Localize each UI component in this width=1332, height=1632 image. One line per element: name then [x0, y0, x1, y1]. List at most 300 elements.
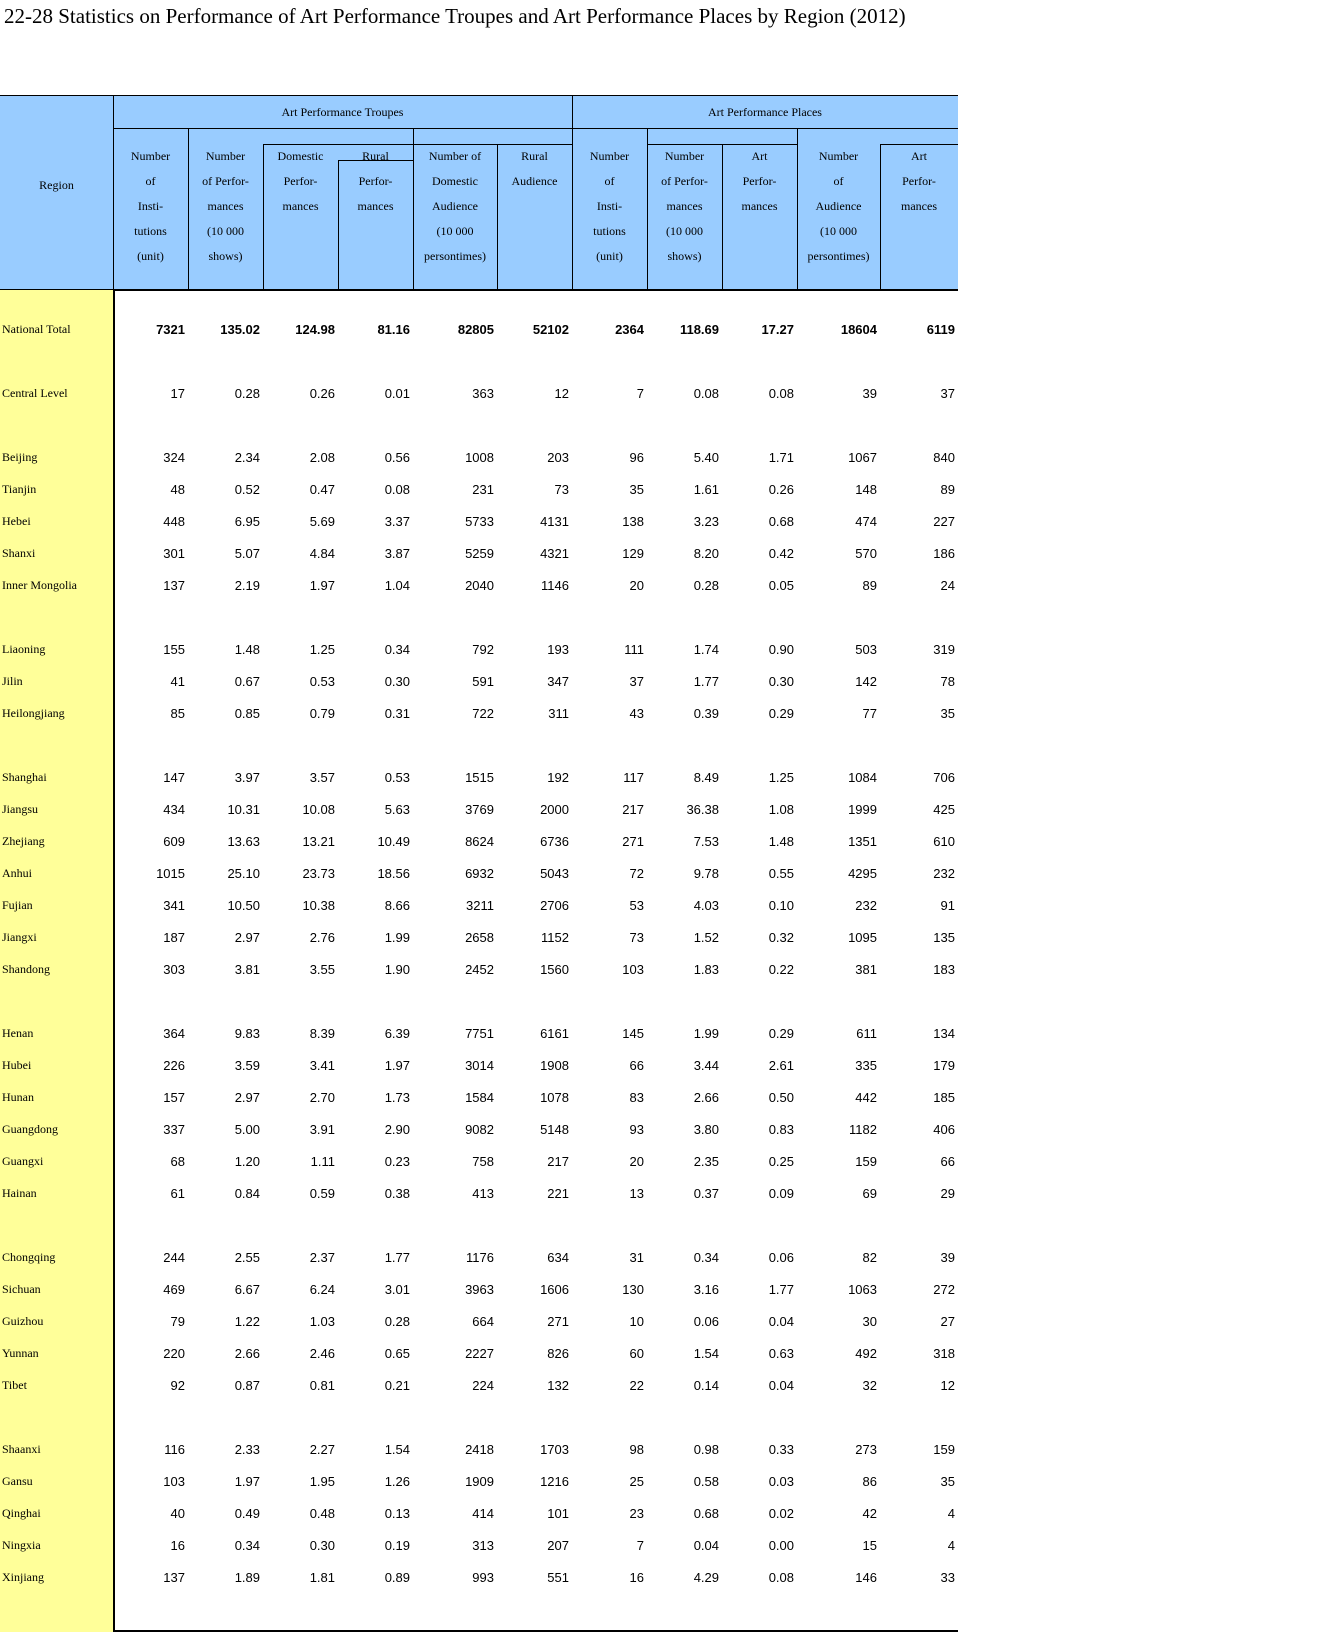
- table-cell: 1.20: [234, 1154, 260, 1169]
- table-row: [0, 962, 958, 982]
- table-cell: 7321: [156, 322, 185, 337]
- table-cell: 103: [163, 1474, 185, 1489]
- table-cell: 224: [472, 1378, 494, 1393]
- table-cell: 17: [170, 386, 185, 401]
- table-row: [0, 1506, 958, 1526]
- table-cell: 1.22: [234, 1314, 260, 1329]
- column-header-line: Number: [664, 149, 705, 163]
- table-cell: 434: [163, 802, 185, 817]
- table-cell: 37: [629, 674, 644, 689]
- table-cell: 130: [622, 1282, 644, 1297]
- table-cell: 425: [933, 802, 955, 817]
- table-cell: 244: [163, 1250, 185, 1265]
- region-name: Anhui: [2, 866, 32, 880]
- table-cell: 3211: [466, 898, 494, 913]
- table-cell: 1095: [848, 930, 877, 945]
- table-cell: 179: [933, 1058, 955, 1073]
- table-cell: 103: [622, 962, 644, 977]
- table-cell: 142: [855, 674, 877, 689]
- table-row: [0, 1090, 958, 1110]
- table-cell: 16: [170, 1538, 185, 1553]
- table-cell: 1008: [465, 450, 494, 465]
- table-cell: 8624: [465, 834, 494, 849]
- table-cell: 35: [940, 706, 955, 721]
- table-cell: 1.25: [768, 770, 794, 785]
- table-cell: 792: [472, 642, 494, 657]
- table-cell: 1.26: [384, 1474, 410, 1489]
- table-cell: 2.33: [234, 1442, 260, 1457]
- table-cell: 0.25: [768, 1154, 794, 1169]
- column-header-line: (unit): [137, 249, 164, 263]
- column-header-line: mances: [741, 199, 778, 213]
- column-header: [647, 144, 722, 269]
- table-cell: 335: [855, 1058, 877, 1073]
- table-cell: 706: [933, 770, 955, 785]
- table-cell: 10.38: [302, 898, 335, 913]
- table-cell: 13: [629, 1186, 644, 1201]
- region-name: Tibet: [2, 1378, 27, 1392]
- table-cell: 1.71: [768, 450, 794, 465]
- table-cell: 271: [547, 1314, 569, 1329]
- table-cell: 2.66: [693, 1090, 719, 1105]
- table-cell: 5733: [465, 514, 494, 529]
- table-cell: 1.25: [309, 642, 335, 657]
- table-cell: 1.04: [384, 578, 410, 593]
- table-cell: 3.97: [234, 770, 260, 785]
- table-cell: 0.34: [384, 642, 410, 657]
- column-header-line: shows): [208, 249, 243, 263]
- table-cell: 311: [548, 706, 569, 721]
- table-cell: 0.89: [384, 1570, 410, 1585]
- region-name: Hubei: [2, 1058, 32, 1072]
- column-header-line: of: [604, 174, 615, 188]
- table-cell: 1.61: [693, 482, 719, 497]
- table-cell: 22: [629, 1378, 644, 1393]
- table-cell: 0.84: [234, 1186, 260, 1201]
- region-name: Jilin: [2, 674, 23, 688]
- table-cell: 1.52: [693, 930, 719, 945]
- table-cell: 3.23: [693, 514, 719, 529]
- table-cell: 1703: [540, 1442, 569, 1457]
- table-cell: 551: [547, 1570, 569, 1585]
- table-cell: 193: [547, 642, 569, 657]
- column-header-line: Art: [911, 149, 927, 163]
- table-cell: 6932: [465, 866, 494, 881]
- table-cell: 185: [933, 1090, 955, 1105]
- table-cell: 146: [855, 1570, 877, 1585]
- column-header-line: (10 000: [666, 224, 703, 238]
- region-name: Guizhou: [2, 1314, 44, 1328]
- table-cell: 0.22: [768, 962, 794, 977]
- table-cell: 0.33: [768, 1442, 794, 1457]
- column-header-line: Insti-: [596, 199, 623, 213]
- region-name: Inner Mongolia: [2, 578, 77, 592]
- region-name: Shaanxi: [2, 1442, 41, 1456]
- table-cell: 36.38: [686, 802, 719, 817]
- table-cell: 0.28: [384, 1314, 410, 1329]
- table-cell: 116: [164, 1442, 185, 1457]
- table-cell: 469: [163, 1282, 185, 1297]
- table-cell: 0.34: [693, 1250, 719, 1265]
- table-row: [0, 706, 958, 726]
- table-cell: 93: [629, 1122, 644, 1137]
- table-cell: 41: [170, 674, 185, 689]
- table-row: [0, 1570, 958, 1590]
- table-cell: 0.81: [309, 1378, 335, 1393]
- column-header-line: Number: [818, 149, 859, 163]
- table-cell: 758: [472, 1154, 494, 1169]
- column-header: [338, 144, 413, 219]
- table-cell: 8.49: [693, 770, 719, 785]
- column-header-line: Rural: [521, 149, 548, 163]
- table-cell: 42: [862, 1506, 877, 1521]
- table-cell: 0.42: [768, 546, 794, 561]
- table-cell: 232: [855, 898, 877, 913]
- table-cell: 0.04: [693, 1538, 719, 1553]
- table-cell: 8.20: [693, 546, 719, 561]
- table-cell: 0.53: [309, 674, 335, 689]
- table-row: [0, 546, 958, 566]
- column-header-line: Audience: [511, 174, 558, 188]
- table-cell: 1606: [540, 1282, 569, 1297]
- table-cell: 1.81: [309, 1570, 335, 1585]
- table-cell: 66: [940, 1154, 955, 1169]
- table-cell: 2.97: [234, 1090, 260, 1105]
- table-cell: 381: [855, 962, 877, 977]
- table-cell: 27: [940, 1314, 955, 1329]
- table-cell: 318: [933, 1346, 955, 1361]
- table-cell: 0.03: [768, 1474, 794, 1489]
- table-row: [0, 834, 958, 854]
- table-cell: 3014: [465, 1058, 494, 1073]
- table-row: [0, 930, 958, 950]
- column-header-line: persontimes): [807, 249, 870, 263]
- table-cell: 1015: [156, 866, 185, 881]
- region-name: Jiangsu: [2, 802, 38, 816]
- table-cell: 0.08: [384, 482, 410, 497]
- column-header-line: Audience: [815, 199, 862, 213]
- column-header-line: persontimes): [424, 249, 486, 263]
- table-cell: 2.76: [309, 930, 335, 945]
- table-cell: 1152: [541, 930, 569, 945]
- table-cell: 68: [170, 1154, 185, 1169]
- table-row: [0, 1186, 958, 1206]
- table-cell: 1.48: [768, 834, 794, 849]
- table-cell: 159: [855, 1154, 877, 1169]
- region-name: Hebei: [2, 514, 31, 528]
- table-cell: 7: [636, 386, 644, 401]
- table-cell: 2000: [540, 802, 569, 817]
- region-name: Xinjiang: [2, 1570, 44, 1584]
- table-cell: 0.65: [384, 1346, 410, 1361]
- places-group-header: Art Performance Places: [708, 105, 822, 119]
- table-cell: 30: [862, 1314, 877, 1329]
- table-cell: 2.90: [384, 1122, 410, 1137]
- table-cell: 39: [862, 386, 877, 401]
- column-header-line: shows): [667, 249, 702, 263]
- table-cell: 3.81: [234, 962, 260, 977]
- table-cell: 1078: [540, 1090, 569, 1105]
- region-name: Shanxi: [2, 546, 36, 560]
- table-cell: 25: [629, 1474, 644, 1489]
- table-cell: 363: [472, 386, 494, 401]
- table-cell: 23: [629, 1506, 644, 1521]
- column-header-line: (unit): [596, 249, 623, 263]
- table-cell: 271: [622, 834, 644, 849]
- region-name: Hainan: [2, 1186, 37, 1200]
- table-cell: 0.19: [384, 1538, 410, 1553]
- table-cell: 3963: [465, 1282, 494, 1297]
- table-cell: 12: [940, 1378, 955, 1393]
- column-header-line: (10 000: [436, 224, 474, 238]
- table-cell: 0.29: [768, 1026, 794, 1041]
- table-cell: 89: [940, 482, 955, 497]
- table-cell: 0.04: [768, 1314, 794, 1329]
- table-cell: 0.90: [768, 642, 794, 657]
- table-cell: 124.98: [295, 322, 335, 337]
- table-cell: 18604: [840, 322, 877, 337]
- table-cell: 2.34: [234, 450, 260, 465]
- column-header-line: Number: [130, 149, 171, 163]
- column-header-line: Perfor-: [283, 174, 318, 188]
- table-cell: 1351: [848, 834, 877, 849]
- column-header-line: Number: [589, 149, 630, 163]
- table-cell: 96: [629, 450, 644, 465]
- table-cell: 570: [855, 546, 877, 561]
- table-row: [0, 1442, 958, 1462]
- table-cell: 0.14: [693, 1378, 719, 1393]
- table-cell: 148: [855, 482, 877, 497]
- table-row: [0, 642, 958, 662]
- table-cell: 0.28: [234, 386, 260, 401]
- table-cell: 138: [622, 514, 644, 529]
- table-cell: 664: [472, 1314, 494, 1329]
- table-cell: 91: [940, 898, 955, 913]
- table-cell: 2.35: [693, 1154, 719, 1169]
- region-name: Tianjin: [2, 482, 37, 496]
- table-cell: 341: [163, 898, 185, 913]
- region-name: Beijing: [2, 450, 38, 464]
- table-cell: 2.97: [234, 930, 260, 945]
- table-cell: 826: [547, 1346, 569, 1361]
- table-cell: 406: [933, 1122, 955, 1137]
- region-name: Ningxia: [2, 1538, 41, 1552]
- table-cell: 8.39: [309, 1026, 335, 1041]
- table-cell: 18.56: [377, 866, 410, 881]
- table-row: [0, 514, 958, 534]
- table-cell: 9.83: [234, 1026, 260, 1041]
- table-cell: 1146: [541, 578, 569, 593]
- column-header-line: Perfor-: [902, 174, 936, 188]
- region-name: Shanghai: [2, 770, 47, 784]
- table-cell: 1.48: [234, 642, 260, 657]
- table-cell: 0.79: [309, 706, 335, 721]
- table-cell: 2.55: [234, 1250, 260, 1265]
- table-row: [0, 674, 958, 694]
- column-header-line: Art: [751, 149, 768, 163]
- region-name: Chongqing: [2, 1250, 56, 1264]
- column-header-line: Perfor-: [742, 174, 777, 188]
- table-cell: 9.78: [693, 866, 719, 881]
- table-cell: 1.90: [384, 962, 410, 977]
- table-cell: 0.02: [768, 1506, 794, 1521]
- table-cell: 1.03: [309, 1314, 335, 1329]
- table-cell: 0.58: [693, 1474, 719, 1489]
- table-cell: 1.11: [310, 1154, 335, 1169]
- table-cell: 0.13: [384, 1506, 410, 1521]
- table-cell: 1.08: [768, 802, 794, 817]
- table-cell: 319: [933, 642, 955, 657]
- column-header: [263, 144, 338, 219]
- region-column-header: Region: [39, 178, 74, 192]
- table-cell: 1.77: [768, 1282, 794, 1297]
- table-cell: 4.29: [693, 1570, 719, 1585]
- table-cell: 1.89: [234, 1570, 260, 1585]
- table-cell: 5043: [540, 866, 569, 881]
- table-cell: 6.67: [234, 1282, 260, 1297]
- table-cell: 503: [855, 642, 877, 657]
- column-header-line: of: [145, 174, 156, 188]
- table-cell: 186: [933, 546, 955, 561]
- table-cell: 3.87: [384, 546, 410, 561]
- table-cell: 303: [163, 962, 185, 977]
- table-cell: 3.91: [309, 1122, 335, 1137]
- table-cell: 0.52: [234, 482, 260, 497]
- table-cell: 39: [940, 1250, 955, 1265]
- region-name: Zhejiang: [2, 834, 45, 848]
- table-cell: 414: [472, 1506, 494, 1521]
- region-name: Henan: [2, 1026, 34, 1040]
- table-cell: 3.01: [384, 1282, 410, 1297]
- table-cell: 413: [472, 1186, 494, 1201]
- table-row: [0, 1378, 958, 1398]
- table-cell: 301: [163, 546, 185, 561]
- region-name: Qinghai: [2, 1506, 41, 1520]
- table-cell: 6.95: [234, 514, 260, 529]
- table-cell: 72: [629, 866, 644, 881]
- table-cell: 13.63: [227, 834, 260, 849]
- table-cell: 89: [862, 578, 877, 593]
- table-cell: 0.34: [234, 1538, 260, 1553]
- table-cell: 135.02: [220, 322, 260, 337]
- table-cell: 0.83: [768, 1122, 794, 1137]
- table-cell: 4131: [540, 514, 569, 529]
- table-cell: 157: [163, 1090, 185, 1105]
- table-cell: 0.10: [768, 898, 794, 913]
- table-cell: 0.28: [693, 578, 719, 593]
- table-cell: 0.68: [768, 514, 794, 529]
- table-cell: 5.69: [309, 514, 335, 529]
- table-row: [0, 1026, 958, 1046]
- table-cell: 0.00: [768, 1538, 794, 1553]
- column-header-line: mances: [282, 199, 319, 213]
- table-cell: 82: [862, 1250, 877, 1265]
- table-cell: 92: [170, 1378, 185, 1393]
- table-cell: 16: [629, 1570, 644, 1585]
- table-row: [0, 1250, 958, 1270]
- region-name: Jiangxi: [2, 930, 37, 944]
- table-cell: 6736: [540, 834, 569, 849]
- table-cell: 0.63: [768, 1346, 794, 1361]
- table-cell: 183: [933, 962, 955, 977]
- table-cell: 3.44: [693, 1058, 719, 1073]
- column-header-line: Domestic: [277, 149, 324, 163]
- table-cell: 5148: [540, 1122, 569, 1137]
- table-cell: 0.26: [768, 482, 794, 497]
- region-name: Hunan: [2, 1090, 34, 1104]
- table-cell: 1.99: [693, 1026, 719, 1041]
- column-header-line: Audience: [432, 199, 478, 213]
- table-row: [0, 322, 958, 342]
- troupes-group-header: Art Performance Troupes: [281, 105, 404, 119]
- table-cell: 101: [547, 1506, 569, 1521]
- column-header: [188, 144, 263, 269]
- table-cell: 0.04: [768, 1378, 794, 1393]
- table-cell: 0.50: [768, 1090, 794, 1105]
- table-cell: 5.07: [234, 546, 260, 561]
- table-cell: 5259: [465, 546, 494, 561]
- table-cell: 2658: [465, 930, 494, 945]
- table-cell: 2040: [465, 578, 494, 593]
- table-cell: 217: [622, 802, 644, 817]
- table-row: [0, 770, 958, 790]
- table-cell: 1067: [848, 450, 877, 465]
- column-header: [413, 144, 497, 269]
- table-cell: 20: [629, 578, 644, 593]
- table-cell: 134: [933, 1026, 955, 1041]
- column-header-line: Number of: [428, 149, 482, 163]
- table-cell: 609: [163, 834, 185, 849]
- table-cell: 2227: [465, 1346, 494, 1361]
- table-cell: 13.21: [302, 834, 335, 849]
- table-cell: 1084: [848, 770, 877, 785]
- table-cell: 227: [933, 514, 955, 529]
- table-cell: 1176: [466, 1250, 494, 1265]
- table-cell: 111: [624, 642, 644, 657]
- table-cell: 0.08: [693, 386, 719, 401]
- table-cell: 1.54: [693, 1346, 719, 1361]
- table-cell: 0.23: [384, 1154, 410, 1169]
- table-cell: 272: [933, 1282, 955, 1297]
- column-header-line: Number: [205, 149, 246, 163]
- table-cell: 2452: [465, 962, 494, 977]
- table-row: [0, 1154, 958, 1174]
- table-cell: 448: [163, 514, 185, 529]
- table-cell: 4: [947, 1538, 955, 1553]
- table-cell: 207: [547, 1538, 569, 1553]
- table-cell: 155: [163, 642, 185, 657]
- table-row: [0, 1282, 958, 1302]
- table-cell: 2.27: [309, 1442, 335, 1457]
- table-cell: 3769: [465, 802, 494, 817]
- table-cell: 5.63: [384, 802, 410, 817]
- column-header-line: Domestic: [432, 174, 478, 188]
- table-row: [0, 1474, 958, 1494]
- table-cell: 35: [629, 482, 644, 497]
- region-name: National Total: [2, 322, 71, 336]
- column-header-line: mances: [357, 199, 394, 213]
- table-cell: 2.19: [234, 578, 260, 593]
- table-cell: 1.74: [693, 642, 719, 657]
- column-header: [722, 144, 797, 219]
- table-cell: 159: [933, 1442, 955, 1457]
- table-cell: 337: [163, 1122, 185, 1137]
- table-cell: 1.77: [693, 674, 719, 689]
- table-cell: 9082: [465, 1122, 494, 1137]
- table-cell: 5.40: [693, 450, 719, 465]
- table-cell: 0.32: [768, 930, 794, 945]
- table-cell: 78: [940, 674, 955, 689]
